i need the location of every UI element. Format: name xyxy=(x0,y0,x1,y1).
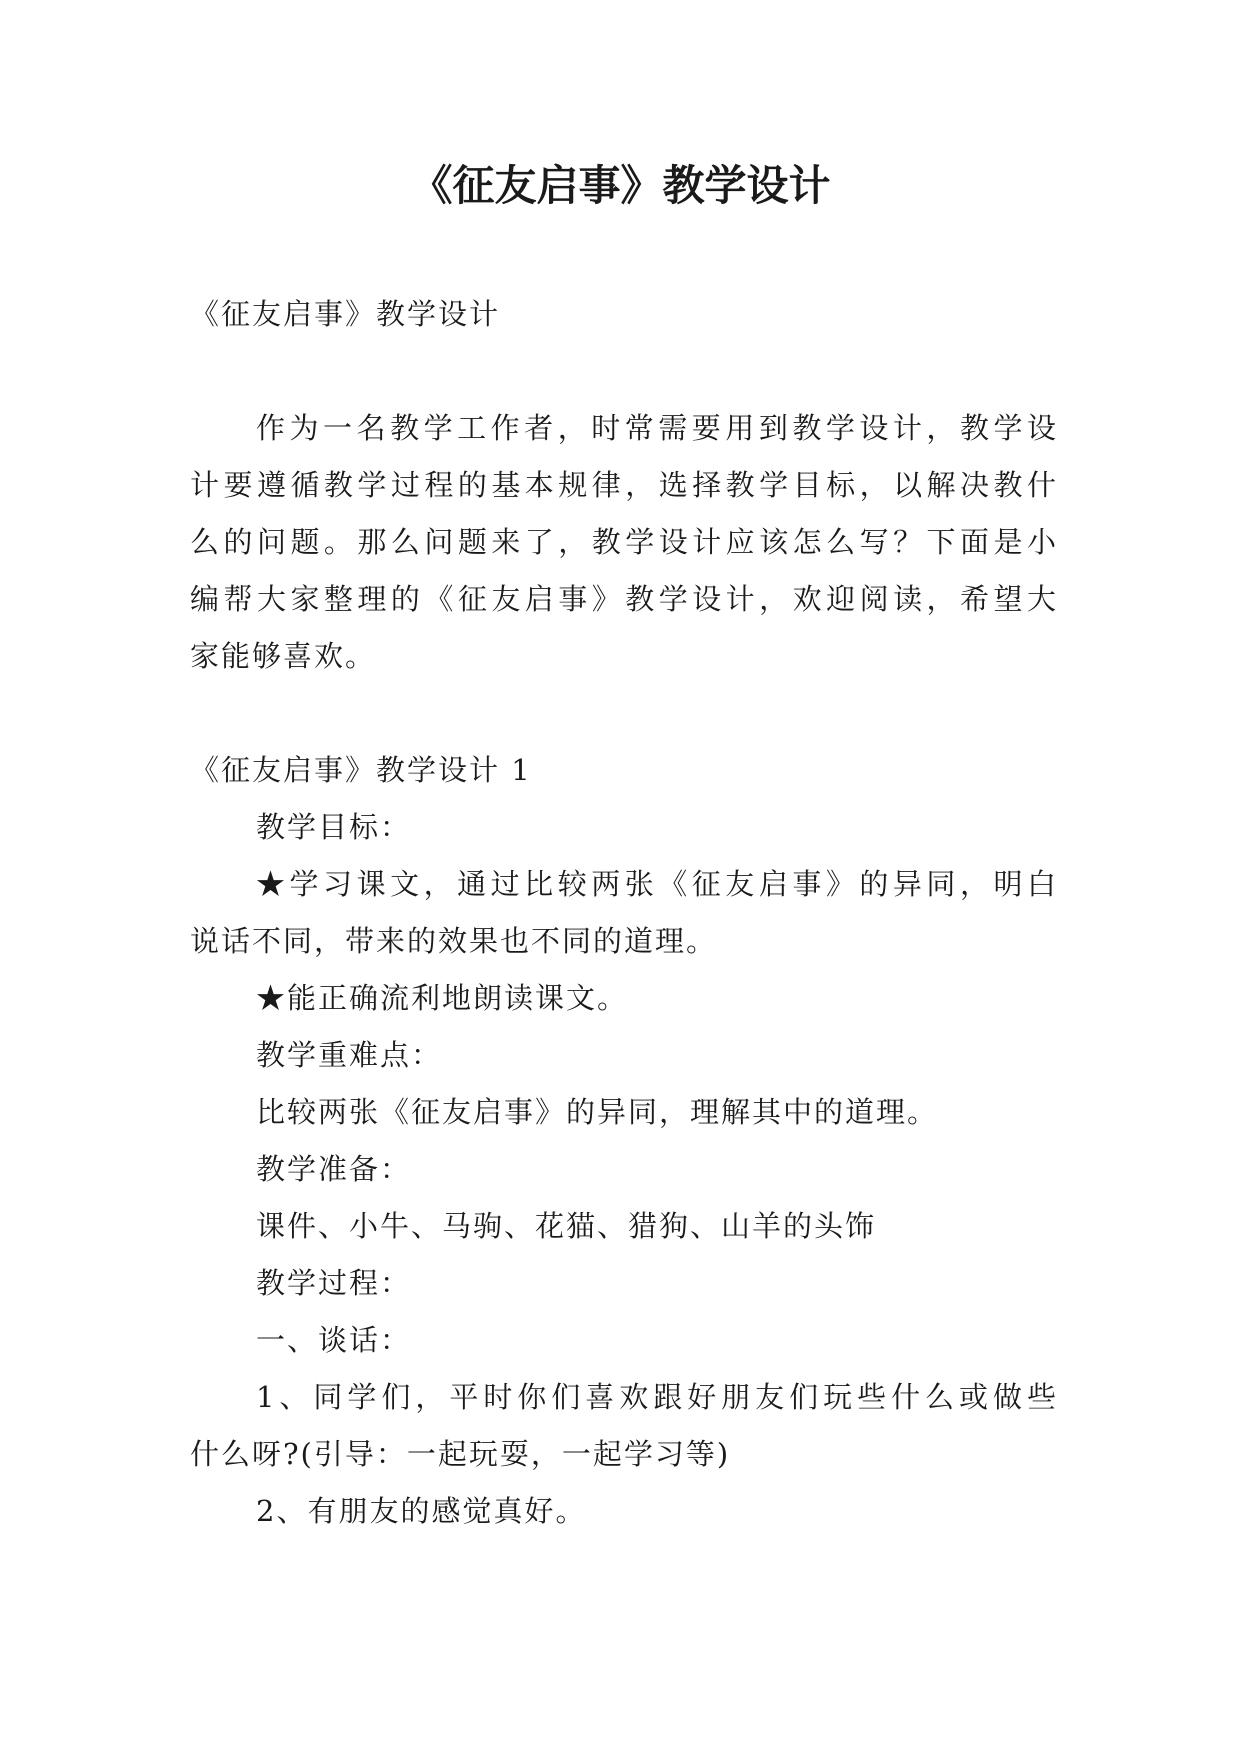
question-1-line: 什么呀?(引导：一起玩耍，一起学习等) xyxy=(190,1437,731,1471)
section-heading: 《征友启事》教学设计 1 xyxy=(190,753,532,787)
goal-label: 教学目标： xyxy=(256,810,412,844)
intro-line: 么的问题。那么问题来了，教学设计应该怎么写？下面是小 xyxy=(190,525,1058,559)
difficulty-label: 教学重难点： xyxy=(256,1038,443,1072)
subtitle: 《征友启事》教学设计 xyxy=(190,297,501,331)
goal-1-line: 说话不同，带来的效果也不同的道理。 xyxy=(190,924,718,958)
intro-line: 作为一名教学工作者，时常需要用到教学设计，教学设 xyxy=(256,411,1058,445)
goal-2: ★能正确流利地朗读课文。 xyxy=(256,981,629,1015)
document-title: 《征友启事》教学设计 xyxy=(410,161,831,210)
process-label: 教学过程： xyxy=(256,1266,412,1300)
intro-line: 计要遵循教学过程的基本规律，选择教学目标，以解决教什 xyxy=(190,468,1058,502)
intro-line: 家能够喜欢。 xyxy=(190,639,377,673)
goal-1-line: ★学习课文，通过比较两张《征友启事》的异同，明白 xyxy=(256,867,1058,901)
question-2: 2、有朋友的感觉真好。 xyxy=(256,1494,587,1528)
question-1-line: 1、同学们，平时你们喜欢跟好朋友们玩些什么或做些 xyxy=(256,1380,1058,1414)
difficulty-text: 比较两张《征友启事》的异同，理解其中的道理。 xyxy=(256,1095,939,1129)
prep-label: 教学准备： xyxy=(256,1152,412,1186)
intro-line: 编帮大家整理的《征友启事》教学设计，欢迎阅读，希望大 xyxy=(190,582,1058,616)
prep-text: 课件、小牛、马驹、花猫、猎狗、山羊的头饰 xyxy=(256,1209,877,1243)
step-1-label: 一、谈话： xyxy=(256,1323,412,1357)
